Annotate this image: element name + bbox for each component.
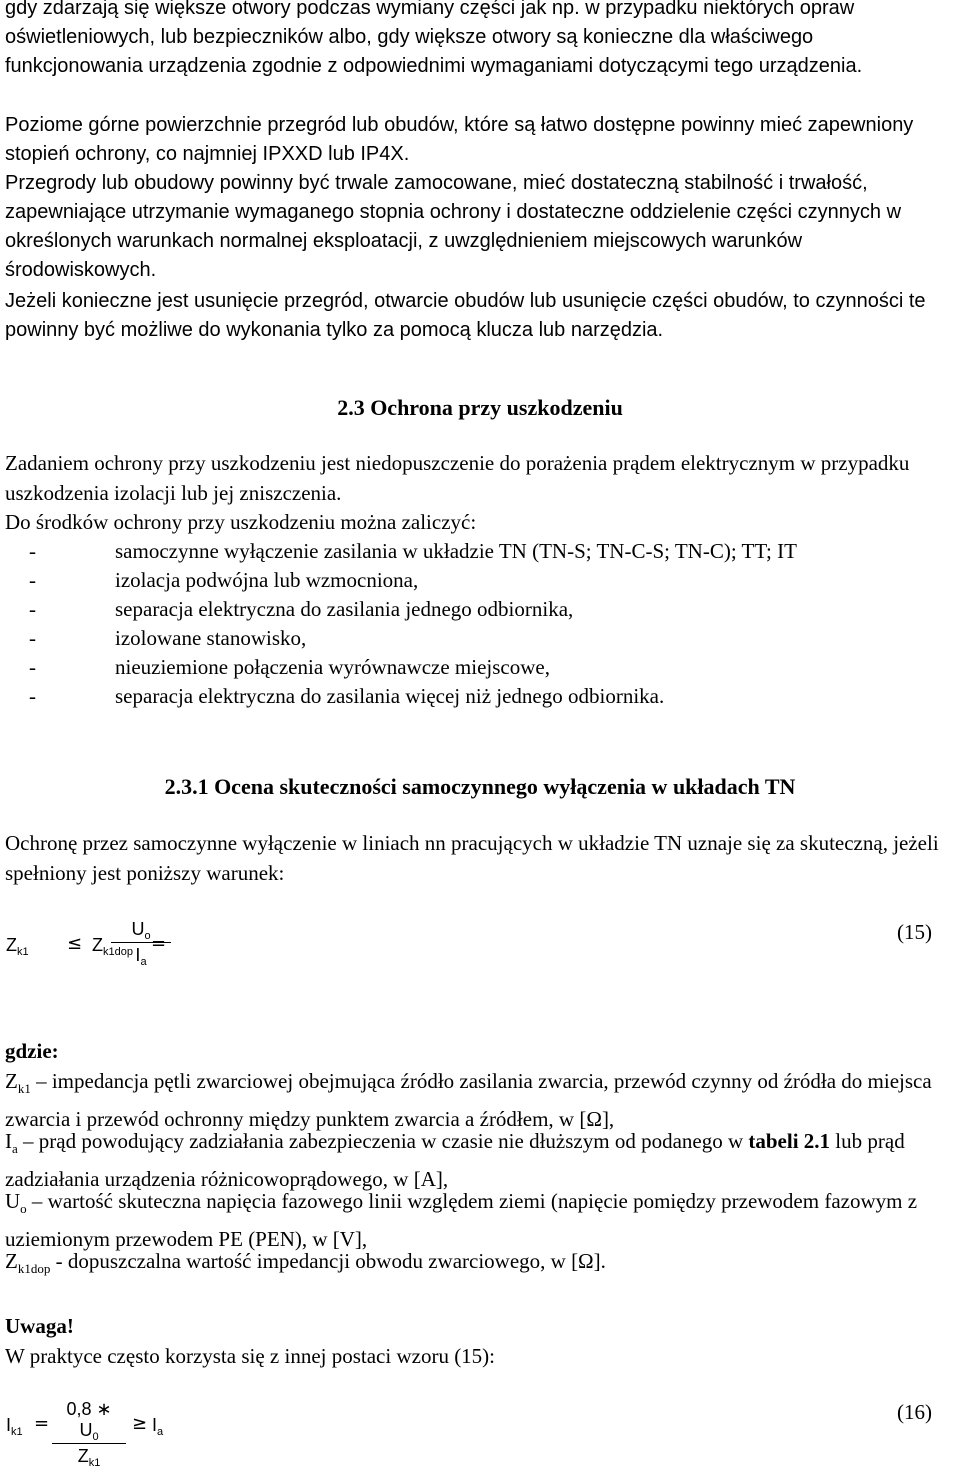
definition-zk1dop: $Z_{k1dop}$ - dopuszczalna wartość impedancji obwodu zwarciowego, w [Ω]. (5, 1249, 606, 1277)
section-heading-2-3-1: 2.3.1 Ocena skuteczności samoczynnego wyłączenia w układach TN (164, 774, 796, 799)
equation-number-16: (16) (897, 1400, 932, 1424)
paragraph-tn-condition: Ochronę przez samoczynne wyłączenie w liniach nn pracujących w układzie TN uznaje się za skuteczną, jeżeli spełniony jest poniższy warunek: (5, 831, 939, 885)
paragraph-fault-protection-means: Do środków ochrony przy uszkodzeniu można zaliczyć: (5, 510, 477, 534)
formula-15-mid: $Z_{k1dop}$ (92, 935, 133, 958)
list-item: - izolowane stanowisko, (29, 626, 307, 650)
paragraph-openings-note: gdy zdarzają się większe otwory podczas wymiany części jak np. w przypadku niektórych opraw oświetleniowych, lub bezpieczników albo, gdy większe otwory są konieczne dla właściwego funkcjonowania urządzenia zgodnie z odpowiednimi wymaganiami dotyczącymi tego urządzenia. (5, 0, 863, 77)
section-heading-2-3: 2.3 Ochrona przy uszkodzeniu (337, 395, 623, 420)
where-label: gdzie: (5, 1039, 59, 1063)
geq-symbol: ≥ (132, 1413, 148, 1434)
formula-15-lhs: $Z_{k1}$ (6, 935, 29, 958)
formula-16-rhs: $I_a$ (152, 1415, 164, 1438)
equals-symbol: = (151, 933, 167, 954)
paragraph-fault-protection-goal: Zadaniem ochrony przy uszkodzeniu jest niedopuszczenie do porażenia prądem elektrycznym w przypadku uszkodzenia izolacji lub jej zniszczenia. (5, 451, 910, 505)
protection-means-list (5, 537, 955, 711)
formula-15-fraction: $U_o$ $I_a$ (111, 919, 171, 966)
paragraph-alt-formula: W praktyce często korzysta się z innej postaci wzoru (15): (5, 1344, 496, 1368)
paragraph-barriers-fixed: Przegrody lub obudowy powinny być trwale zamocowane, mieć dostateczną stabilność i trwałość, zapewniające utrzymanie wymaganego stopnia ochrony i dostateczne oddzielenie części czynnych w określonych warunkach normalnej eksploatacji, z uwzględnieniem miejscowych warunków środowiskowych. (5, 172, 902, 281)
paragraph-barrier-removal: Jeżeli konieczne jest usunięcie przegród, otwarcie obudów lub usunięcie części obudów, to czynności te powinny być możliwe do wykonania tylko za pomocą klucza lub narzędzia. (5, 290, 926, 341)
equation-number-15: (15) (897, 920, 932, 944)
formula-16-lhs: $I_{k1}$ (6, 1415, 23, 1438)
list-item: - separacja elektryczna do zasilania więcej niż jednego odbiornika. (29, 684, 665, 708)
leq-symbol: ≤ (67, 933, 83, 954)
equals-symbol: = (34, 1413, 50, 1434)
definition-zk1: $Z_{k1}$ – impedancja pętli zwarciowej obejmująca źródło zasilania zwarcia, przewód czynny od źródła do miejsca zwarcia i przewód ochronny między punktem zwarcia a źródłem, w [Ω], (5, 1069, 932, 1132)
paragraph-upper-surfaces: Poziome górne powierzchnie przegród lub obudów, które są łatwo dostępne powinny mieć zapewniony stopień ochrony, co najmniej IPXXD lub IP4X. (5, 114, 914, 165)
note-label: Uwaga! (5, 1314, 74, 1338)
list-item: - izolacja podwójna lub wzmocniona, (29, 568, 419, 592)
list-item: - nieuziemione połączenia wyrównawcze miejscowe, (29, 655, 550, 679)
formula-16-fraction: 0,8 ∗ $U_0$ $Z_{k1}$ (52, 1399, 126, 1467)
definition-ia: $I_a$ – prąd powodujący zadziałania zabezpieczenia w czasie nie dłuższym od podanego w tabeli 2.1 lub prąd zadziałania urządzenia różnicowoprądowego, w [A], (5, 1129, 905, 1192)
list-item: - samoczynne wyłączenie zasilania w układzie TN (TN-S; TN-C-S; TN-C); TT; IT (29, 539, 797, 563)
definition-uo: $U_o$ – wartość skuteczna napięcia fazowego linii względem ziemi (napięcie pomiędzy przewodem fazowym z uziemionym przewodem PE (PEN), w [V], (5, 1189, 918, 1252)
list-item: - separacja elektryczna do zasilania jednego odbiornika, (29, 597, 574, 621)
